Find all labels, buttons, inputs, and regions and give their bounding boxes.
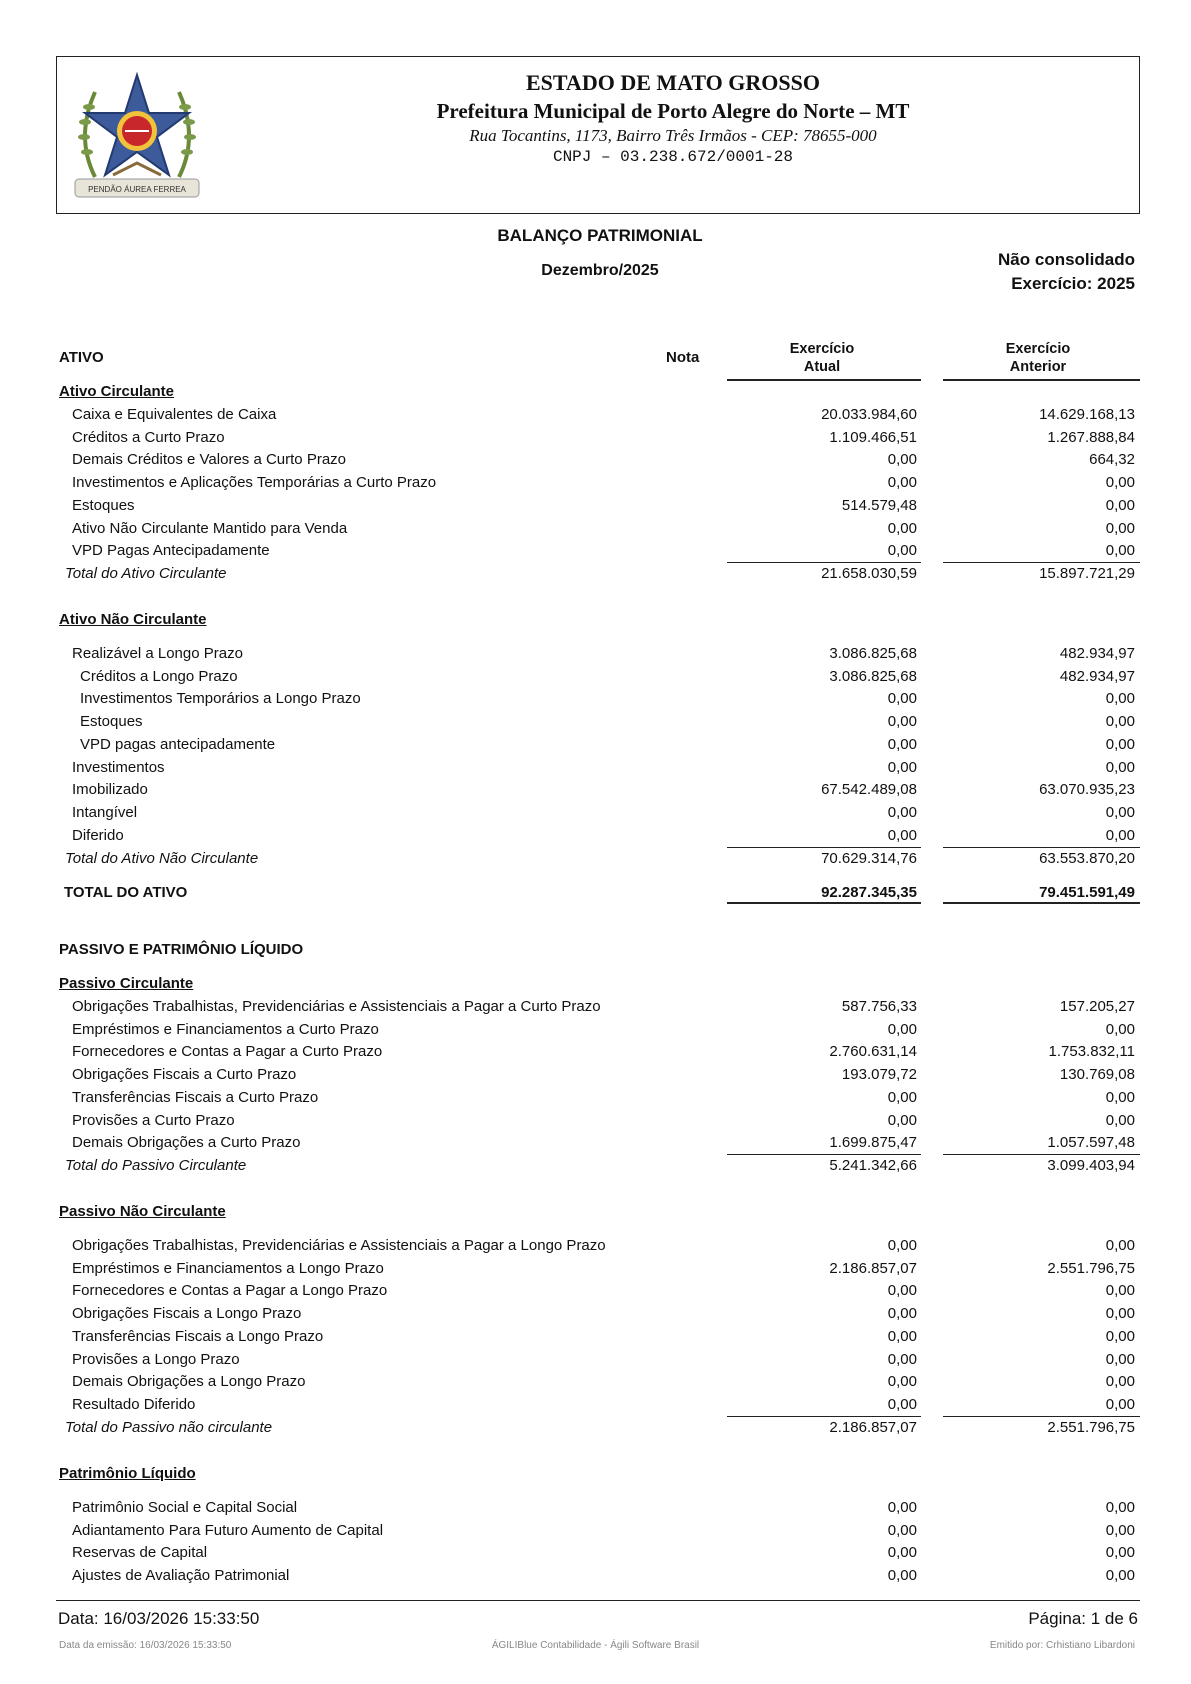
row-label: Obrigações Trabalhistas, Previdenciárias e Assistenciais a Pagar a Curto Prazo <box>72 998 601 1015</box>
row-label: Investimentos <box>72 758 165 776</box>
svg-text:PENDÃO ÁUREA FERREA: PENDÃO ÁUREA FERREA <box>88 185 186 194</box>
value-previous: 0,00 <box>1105 1499 1135 1516</box>
value-previous: 63.553.870,20 <box>1039 850 1135 867</box>
value-current: 92.287.345,35 <box>821 884 917 901</box>
value-previous: 14.629.168,13 <box>1039 406 1135 423</box>
value-previous: 482.934,97 <box>1059 645 1135 662</box>
value-current: 0,00 <box>887 1020 917 1038</box>
page-number: Página: 1 de 6 <box>1028 1609 1138 1628</box>
row-label: Demais Obrigações a Longo Prazo <box>72 1373 306 1391</box>
row-label: Empréstimos e Financiamentos a Longo Prazo <box>72 1259 384 1277</box>
value-current: 0,00 <box>887 803 917 821</box>
value-previous: 0,00 <box>1105 1521 1135 1539</box>
value-current: 0,00 <box>887 1395 917 1413</box>
row-label: Obrigações Trabalhistas, Previdenciárias e Assistenciais a Pagar a Longo Prazo <box>72 1237 606 1254</box>
row-label: Caixa e Equivalentes de Caixa <box>72 406 277 423</box>
value-previous: 1.057.597,48 <box>1047 1134 1135 1152</box>
value-current: 0,00 <box>887 1373 917 1391</box>
nota-column-header: Nota <box>666 349 700 366</box>
value-previous: 0,00 <box>1105 1544 1135 1562</box>
row-label: Fornecedores e Contas a Pagar a Longo Prazo <box>72 1282 388 1300</box>
table-row <box>0 518 1191 540</box>
row-label: Intangível <box>72 803 138 821</box>
value-current: 0,00 <box>887 1567 917 1585</box>
value-previous: 0,00 <box>1105 1237 1135 1254</box>
table-row <box>0 1235 1191 1257</box>
table-row <box>0 802 1191 824</box>
consolidation-info <box>998 248 1135 296</box>
row-label: Transferências Fiscais a Longo Prazo <box>72 1327 324 1345</box>
table-row <box>0 1497 1191 1519</box>
report-period: Dezembro/2025 <box>541 262 659 279</box>
cnpj: CNPJ – 03.238.672/0001-28 <box>552 148 794 166</box>
value-previous: 0,00 <box>1105 735 1135 753</box>
value-previous: 0,00 <box>1105 1305 1135 1323</box>
value-previous: 0,00 <box>1105 1327 1135 1345</box>
value-previous: 0,00 <box>1105 496 1135 514</box>
table-row <box>0 1041 1191 1063</box>
value-current: 0,00 <box>887 1327 917 1345</box>
value-previous: 0,00 <box>1105 1111 1135 1129</box>
table-row <box>0 1280 1191 1302</box>
section-title <box>0 1201 1191 1223</box>
row-label: Demais Obrigações a Curto Prazo <box>72 1134 301 1152</box>
value-previous: 2.551.796,75 <box>1047 1419 1135 1436</box>
address: Rua Tocantins, 1173, Bairro Três Irmãos - CEP: 78655-000 <box>469 126 877 145</box>
row-label: Total do Passivo não circulante <box>65 1419 273 1436</box>
section-heading: Passivo Não Circulante <box>59 1203 226 1220</box>
value-previous: 63.070.935,23 <box>1039 781 1135 799</box>
row-label: Diferido <box>72 826 124 844</box>
table-row <box>0 540 1191 562</box>
table-row <box>0 688 1191 710</box>
table-row <box>0 825 1191 847</box>
coat-of-arms-logo <box>65 67 209 203</box>
value-current: 70.629.314,76 <box>821 850 917 867</box>
value-current: 514.579,48 <box>841 496 917 514</box>
value-previous: 1.267.888,84 <box>1047 428 1135 446</box>
value-current: 0,00 <box>887 690 917 708</box>
value-current: 2.760.631,14 <box>829 1043 917 1061</box>
value-current: 67.542.489,08 <box>821 781 917 799</box>
value-current: 0,00 <box>887 713 917 731</box>
table-row <box>0 643 1191 665</box>
row-label: Provisões a Longo Prazo <box>72 1350 240 1368</box>
row-label: Imobilizado <box>72 781 148 799</box>
table-row <box>0 1326 1191 1348</box>
value-current: 0,00 <box>887 1521 917 1539</box>
table-row <box>0 1542 1191 1564</box>
value-previous: 79.451.591,49 <box>1039 884 1135 901</box>
page-footer <box>56 1600 1140 1628</box>
value-current: 0,00 <box>887 1088 917 1106</box>
table-row <box>0 404 1191 426</box>
row-label: Empréstimos e Financiamentos a Curto Prazo <box>72 1020 379 1038</box>
row-label: Obrigações Fiscais a Curto Prazo <box>72 1066 297 1084</box>
row-label: Resultado Diferido <box>72 1395 196 1413</box>
total-row <box>0 1417 1191 1439</box>
value-current: 0,00 <box>887 451 917 469</box>
value-current: 1.109.466,51 <box>829 428 917 446</box>
section-title <box>0 381 1191 403</box>
table-row <box>0 996 1191 1018</box>
print-date: Data: 16/03/2026 15:33:50 <box>58 1609 260 1628</box>
value-current: 0,00 <box>887 542 917 560</box>
value-previous: 3.099.403,94 <box>1047 1157 1135 1174</box>
value-previous: 0,00 <box>1105 1088 1135 1106</box>
row-label: Investimentos Temporários a Longo Prazo <box>80 690 361 708</box>
consolidation-status: Não consolidado <box>998 250 1135 269</box>
section-title <box>0 609 1191 631</box>
row-label: Realizável a Longo Prazo <box>72 645 243 662</box>
value-previous: 0,00 <box>1105 1395 1135 1413</box>
row-label: Total do Ativo Não Circulante <box>65 850 259 867</box>
value-previous: 15.897.721,29 <box>1039 565 1135 582</box>
value-previous: 0,00 <box>1105 542 1135 560</box>
table-row <box>0 472 1191 494</box>
value-previous: 0,00 <box>1105 1282 1135 1300</box>
row-label: Ativo Não Circulante Mantido para Venda <box>72 519 348 537</box>
value-current: 3.086.825,68 <box>829 645 917 662</box>
exercise-year: Exercício: 2025 <box>1011 274 1135 293</box>
value-current: 20.033.984,60 <box>821 406 917 423</box>
table-row <box>0 1394 1191 1416</box>
row-label: Transferências Fiscais a Curto Prazo <box>72 1088 319 1106</box>
software-name: ÁGILIBlue Contabilidade - Ágili Software Brasil <box>491 1640 700 1651</box>
section-title <box>0 973 1191 995</box>
value-previous: 0,00 <box>1105 1020 1135 1038</box>
table-row <box>0 1110 1191 1132</box>
row-label: Reservas de Capital <box>72 1544 208 1562</box>
table-row <box>0 1303 1191 1325</box>
value-current: 0,00 <box>887 826 917 844</box>
section-heading: PASSIVO E PATRIMÔNIO LÍQUIDO <box>59 941 304 958</box>
current-exercise-header: Exercício Atual <box>789 341 855 375</box>
table-row <box>0 1019 1191 1041</box>
value-current: 3.086.825,68 <box>829 667 917 685</box>
value-previous: 664,32 <box>1089 451 1135 469</box>
value-current: 0,00 <box>887 1499 917 1516</box>
row-label: Estoques <box>72 496 135 514</box>
value-previous: 0,00 <box>1105 1567 1135 1585</box>
table-row <box>0 779 1191 801</box>
table-row <box>0 1087 1191 1109</box>
value-previous: 157.205,27 <box>1059 998 1135 1015</box>
row-label: VPD pagas antecipadamente <box>80 735 276 753</box>
value-current: 1.699.875,47 <box>829 1134 917 1152</box>
value-previous: 130.769,08 <box>1059 1066 1135 1084</box>
ativo-heading: ATIVO <box>59 349 104 366</box>
row-label: Patrimônio Social e Capital Social <box>72 1499 298 1516</box>
value-current: 2.186.857,07 <box>829 1259 917 1277</box>
table-row <box>0 1064 1191 1086</box>
row-label: Estoques <box>80 713 143 731</box>
section-heading: Passivo Circulante <box>59 975 194 992</box>
report-title: BALANÇO PATRIMONIAL <box>497 226 703 245</box>
value-current: 2.186.857,07 <box>829 1419 917 1436</box>
row-label: Adiantamento Para Futuro Aumento de Capital <box>72 1521 384 1539</box>
value-current: 0,00 <box>887 1282 917 1300</box>
table-row <box>0 1520 1191 1542</box>
table-row <box>0 1349 1191 1371</box>
table-row <box>0 734 1191 756</box>
value-current: 0,00 <box>887 1237 917 1254</box>
section-heading: Patrimônio Líquido <box>59 1465 196 1482</box>
value-current: 0,00 <box>887 519 917 537</box>
value-previous: 0,00 <box>1105 474 1135 492</box>
emission-date: Data da emissão: 16/03/2026 15:33:50 <box>59 1640 232 1651</box>
previous-exercise-header: Exercício Anterior <box>1005 341 1071 375</box>
row-label: Fornecedores e Contas a Pagar a Curto Prazo <box>72 1043 383 1061</box>
letterhead <box>56 56 1140 214</box>
row-label: TOTAL DO ATIVO <box>64 884 188 901</box>
value-current: 0,00 <box>887 1544 917 1562</box>
value-previous: 0,00 <box>1105 803 1135 821</box>
value-previous: 0,00 <box>1105 713 1135 731</box>
total-row <box>0 848 1191 870</box>
issuer-name: Emitido por: Crhistiano Libardoni <box>989 1640 1135 1651</box>
table-row <box>0 1258 1191 1280</box>
row-label: Créditos a Curto Prazo <box>72 428 225 446</box>
value-previous: 0,00 <box>1105 519 1135 537</box>
value-previous: 0,00 <box>1105 1350 1135 1368</box>
table-row <box>0 1132 1191 1154</box>
row-label: Créditos a Longo Prazo <box>80 667 238 685</box>
table-row <box>0 882 1191 904</box>
section-title <box>0 1463 1191 1485</box>
row-label: Obrigações Fiscais a Longo Prazo <box>72 1305 302 1323</box>
row-label: Investimentos e Aplicações Temporárias a Curto Prazo <box>72 474 437 492</box>
value-current: 0,00 <box>887 758 917 776</box>
value-current: 21.658.030,59 <box>821 565 917 582</box>
prefeitura-name: Prefeitura Municipal de Porto Alegre do Norte – MT <box>436 99 910 123</box>
row-label: Total do Ativo Circulante <box>65 565 227 582</box>
value-previous: 0,00 <box>1105 826 1135 844</box>
total-rule <box>727 902 921 904</box>
value-previous: 1.753.832,11 <box>1048 1043 1135 1061</box>
section-heading: Ativo Não Circulante <box>59 611 207 628</box>
row-label: Provisões a Curto Prazo <box>72 1111 235 1129</box>
value-current: 5.241.342,66 <box>829 1157 917 1174</box>
row-label: Ajustes de Avaliação Patrimonial <box>72 1567 290 1585</box>
table-row <box>0 666 1191 688</box>
row-label: Total do Passivo Circulante <box>65 1157 247 1174</box>
table-row <box>0 495 1191 517</box>
value-current: 193.079,72 <box>841 1066 917 1084</box>
value-current: 0,00 <box>887 1111 917 1129</box>
table-row <box>0 757 1191 779</box>
section-heading: Ativo Circulante <box>59 383 175 400</box>
value-current: 587.756,33 <box>841 998 917 1015</box>
value-previous: 0,00 <box>1105 690 1135 708</box>
total-rule <box>943 902 1140 904</box>
total-row <box>0 563 1191 585</box>
table-row <box>0 449 1191 471</box>
value-current: 0,00 <box>887 474 917 492</box>
table-row <box>0 427 1191 449</box>
value-previous: 2.551.796,75 <box>1047 1259 1135 1277</box>
table-row <box>0 1565 1191 1587</box>
section-title <box>0 939 1191 961</box>
value-current: 0,00 <box>887 735 917 753</box>
value-current: 0,00 <box>887 1305 917 1323</box>
row-label: VPD Pagas Antecipadamente <box>72 542 270 560</box>
value-previous: 482.934,97 <box>1059 667 1135 685</box>
row-label: Demais Créditos e Valores a Curto Prazo <box>72 451 346 469</box>
table-row <box>0 711 1191 733</box>
value-current: 0,00 <box>887 1350 917 1368</box>
value-previous: 0,00 <box>1105 1373 1135 1391</box>
table-row <box>0 1371 1191 1393</box>
state-name: ESTADO DE MATO GROSSO <box>525 70 820 95</box>
value-previous: 0,00 <box>1105 758 1135 776</box>
total-row <box>0 1155 1191 1177</box>
